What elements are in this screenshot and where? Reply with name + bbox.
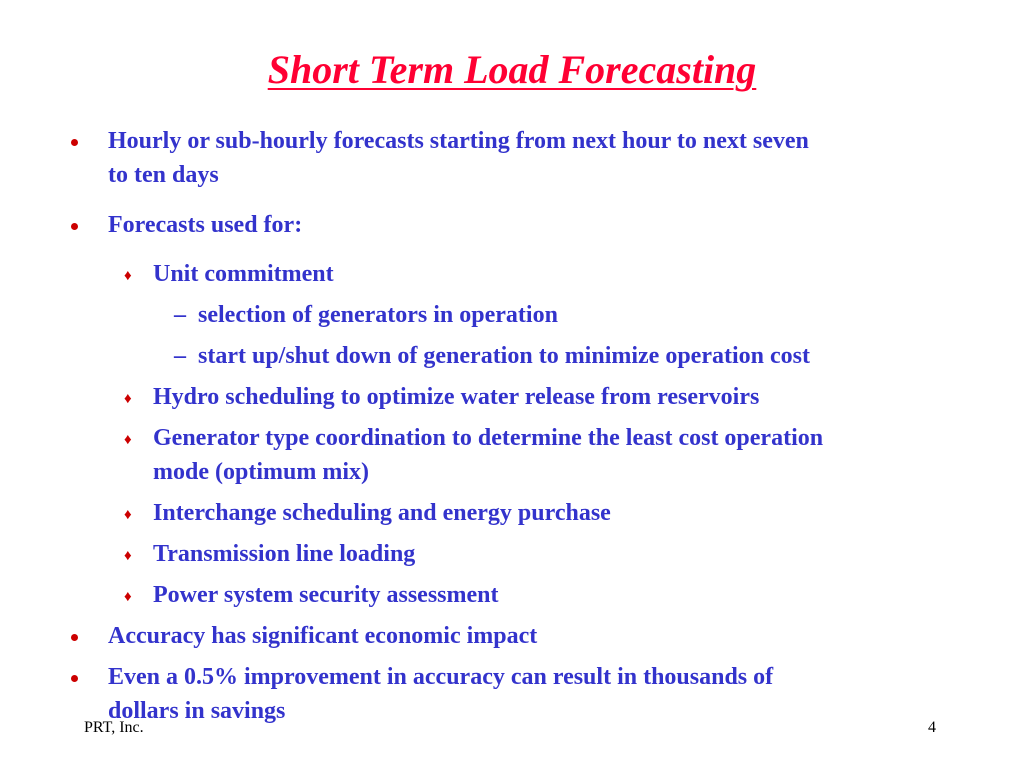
- sub-bullet-text-continued: mode (optimum mix): [153, 459, 369, 485]
- bullet-dot-icon: [71, 634, 78, 641]
- sub-bullet-text: Generator type coordination to determine the least cost operation: [153, 425, 824, 451]
- diamond-bullet-icon: ♦: [124, 391, 132, 407]
- diamond-bullet-icon: ♦: [124, 268, 132, 284]
- bullet-text: Accuracy has significant economic impact: [108, 623, 538, 649]
- dash-bullet-icon: –: [174, 343, 186, 369]
- bullet-dot-icon: [71, 139, 78, 146]
- sub-sub-bullet-text: start up/shut down of generation to minimize operation cost: [198, 343, 810, 369]
- dash-bullet-icon: –: [174, 302, 186, 328]
- sub-bullet-text: Power system security assessment: [153, 582, 499, 608]
- page-number: 4: [928, 719, 936, 736]
- diamond-bullet-icon: ♦: [124, 589, 132, 605]
- sub-sub-bullet-text: selection of generators in operation: [198, 302, 558, 328]
- bullet-text: Forecasts used for:: [108, 212, 303, 238]
- sub-bullet-text: Transmission line loading: [153, 541, 416, 567]
- bullet-text-continued: to ten days: [108, 162, 219, 188]
- bullet-dot-icon: [71, 675, 78, 682]
- sub-bullet-text: Unit commitment: [153, 261, 334, 287]
- slide-title: Short Term Load Forecasting: [267, 47, 757, 92]
- footer-company: PRT, Inc.: [84, 719, 144, 736]
- diamond-bullet-icon: ♦: [124, 507, 132, 523]
- diamond-bullet-icon: ♦: [124, 548, 132, 564]
- bullet-text-continued: dollars in savings: [108, 698, 286, 724]
- bullet-dot-icon: [71, 223, 78, 230]
- sub-bullet-text: Interchange scheduling and energy purchase: [153, 500, 611, 526]
- sub-bullet-text: Hydro scheduling to optimize water release from reservoirs: [153, 384, 760, 410]
- diamond-bullet-icon: ♦: [124, 432, 132, 448]
- bullet-text: Hourly or sub-hourly forecasts starting from next hour to next seven: [108, 128, 809, 154]
- bullet-text: Even a 0.5% improvement in accuracy can result in thousands of: [108, 664, 774, 690]
